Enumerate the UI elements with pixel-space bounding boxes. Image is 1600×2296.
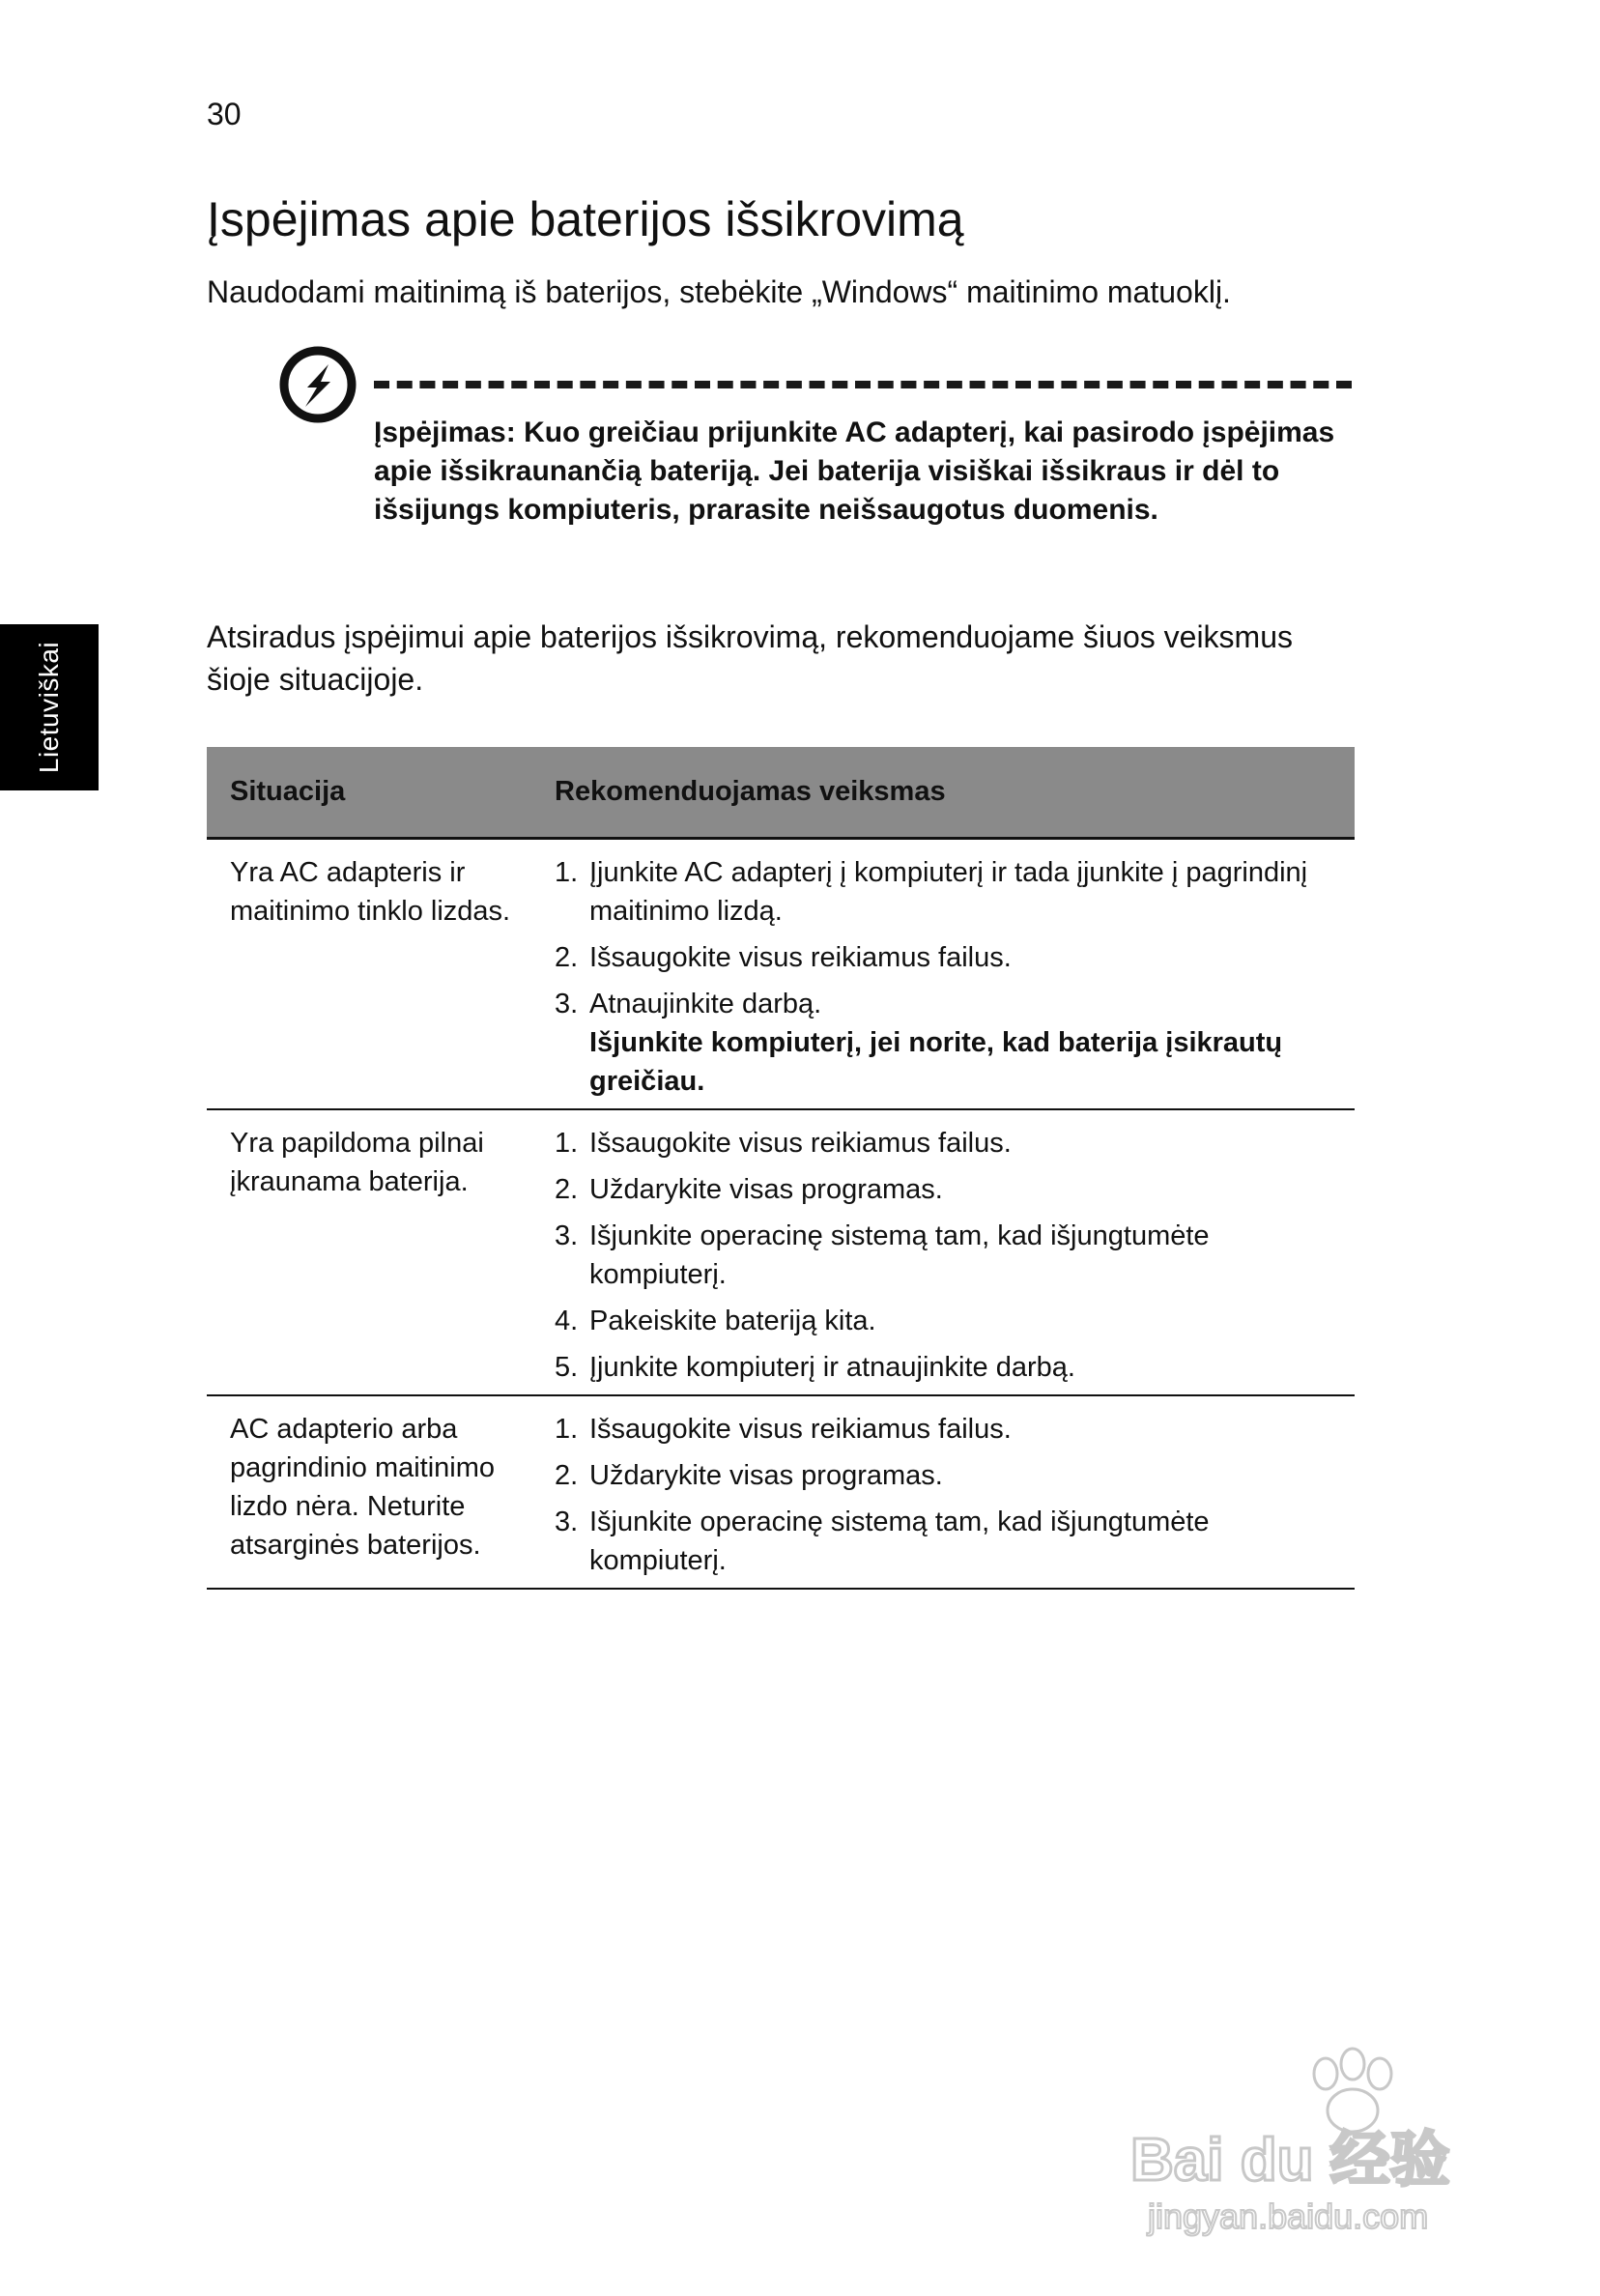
page-number: 30 bbox=[207, 97, 242, 131]
situation-cell: Yra AC adapteris ir maitinimo tinklo lizdas. bbox=[230, 857, 511, 927]
step-text: Išsaugokite visus reikiamus failus. bbox=[589, 1414, 1012, 1445]
step-text: Įjunkite AC adapterį į kompiuterį ir tada įjunkite į pagrindinį maitinimo lizdą. bbox=[589, 857, 1308, 927]
step-item bbox=[555, 938, 1355, 977]
step-text-wrap bbox=[589, 853, 1355, 931]
step-item bbox=[555, 1124, 1355, 1162]
step-number: 4. bbox=[555, 1306, 579, 1336]
step-text-wrap bbox=[589, 985, 1355, 1101]
section-title: Įspėjimas apie baterijos išsikrovimą bbox=[207, 192, 964, 246]
step-text: Išsaugokite visus reikiamus failus. bbox=[589, 942, 1012, 973]
step-item bbox=[555, 1503, 1355, 1580]
step-text-wrap bbox=[589, 1410, 1355, 1449]
step-text-wrap bbox=[589, 938, 1355, 977]
language-side-tab bbox=[0, 624, 99, 790]
step-item bbox=[555, 1348, 1355, 1387]
intro-text: Naudodami maitinimą iš baterijos, stebėkite „Windows“ maitinimo matuoklį. bbox=[207, 274, 1231, 309]
steps-list bbox=[555, 1410, 1355, 1580]
baidu-watermark bbox=[1121, 2035, 1507, 2238]
action-cell bbox=[555, 1110, 1355, 1394]
situation-cell: AC adapterio arba pagrindinio maitinimo lizdo nėra. Neturite atsarginės baterijos. bbox=[230, 1414, 496, 1561]
step-number: 3. bbox=[555, 1220, 579, 1251]
step-text: Uždarykite visas programas. bbox=[589, 1174, 943, 1205]
header-situation: Situacija bbox=[230, 776, 346, 807]
step-item bbox=[555, 1410, 1355, 1449]
step-text-wrap bbox=[589, 1302, 1355, 1340]
table-header bbox=[207, 747, 1355, 840]
step-item bbox=[555, 853, 1355, 931]
step-text-wrap bbox=[589, 1503, 1355, 1580]
step-text: Uždarykite visas programas. bbox=[589, 1460, 943, 1491]
step-number: 1. bbox=[555, 1414, 579, 1445]
step-number: 1. bbox=[555, 857, 579, 888]
step-text: Išsaugokite visus reikiamus failus. bbox=[589, 1128, 1012, 1159]
step-text: Pakeiskite bateriją kita. bbox=[589, 1306, 876, 1336]
watermark-brand: Bai du 经验 bbox=[1130, 2127, 1450, 2194]
watermark-url: jingyan.baidu.com bbox=[1148, 2196, 1429, 2236]
step-item bbox=[555, 1170, 1355, 1209]
warning-text: Įspėjimas: Kuo greičiau prijunkite AC adapterį, kai pasirodo įspėjimas apie išsikraunančią bateriją. Jei baterija visiškai išsikraus ir dėl to išsijungs kompiuteris, prarasite neišsaugotus duomenis. bbox=[374, 416, 1335, 526]
step-number: 2. bbox=[555, 1460, 579, 1491]
step-number: 3. bbox=[555, 1507, 579, 1537]
header-action: Rekomenduojamas veiksmas bbox=[555, 776, 946, 807]
step-text: Įjunkite kompiuterį ir atnaujinkite darbą. bbox=[589, 1352, 1075, 1383]
step-item bbox=[555, 1456, 1355, 1495]
step-item bbox=[555, 1217, 1355, 1294]
step-item bbox=[555, 1302, 1355, 1340]
situation-cell: Yra papildoma pilnai įkraunama baterija. bbox=[230, 1128, 484, 1197]
action-cell bbox=[555, 1396, 1355, 1588]
warning-divider bbox=[374, 381, 1352, 388]
step-text-wrap bbox=[589, 1124, 1355, 1162]
recommendation-table bbox=[207, 747, 1355, 1590]
action-cell bbox=[555, 840, 1355, 1108]
steps-list bbox=[555, 853, 1355, 1101]
step-number: 2. bbox=[555, 1174, 579, 1205]
step-number: 2. bbox=[555, 942, 579, 973]
step-text: Išjunkite operacinę sistemą tam, kad išjungtumėte kompiuterį. bbox=[589, 1220, 1210, 1290]
step-number: 5. bbox=[555, 1352, 579, 1383]
language-tab-label: Lietuviškai bbox=[34, 641, 65, 774]
table-row bbox=[207, 840, 1355, 1110]
step-number: 1. bbox=[555, 1128, 579, 1159]
step-item bbox=[555, 985, 1355, 1101]
step-text-wrap bbox=[589, 1170, 1355, 1209]
step-text: Išjunkite operacinę sistemą tam, kad išjungtumėte kompiuterį. bbox=[589, 1507, 1210, 1576]
step-note: Išjunkite kompiuterį, jei norite, kad baterija įsikrautų greičiau. bbox=[589, 1027, 1283, 1097]
step-text-wrap bbox=[589, 1348, 1355, 1387]
step-text-wrap bbox=[589, 1217, 1355, 1294]
steps-list bbox=[555, 1124, 1355, 1387]
warning-bolt-icon bbox=[278, 345, 357, 424]
step-text: Atnaujinkite darbą. bbox=[589, 989, 822, 1019]
table-row bbox=[207, 1396, 1355, 1590]
recommendation-paragraph: Atsiradus įspėjimui apie baterijos išsikrovimą, rekomenduojame šiuos veiksmus šioje situacijoje. bbox=[207, 619, 1293, 697]
step-number: 3. bbox=[555, 989, 579, 1019]
step-text-wrap bbox=[589, 1456, 1355, 1495]
table-row bbox=[207, 1110, 1355, 1396]
table-body bbox=[207, 840, 1355, 1590]
